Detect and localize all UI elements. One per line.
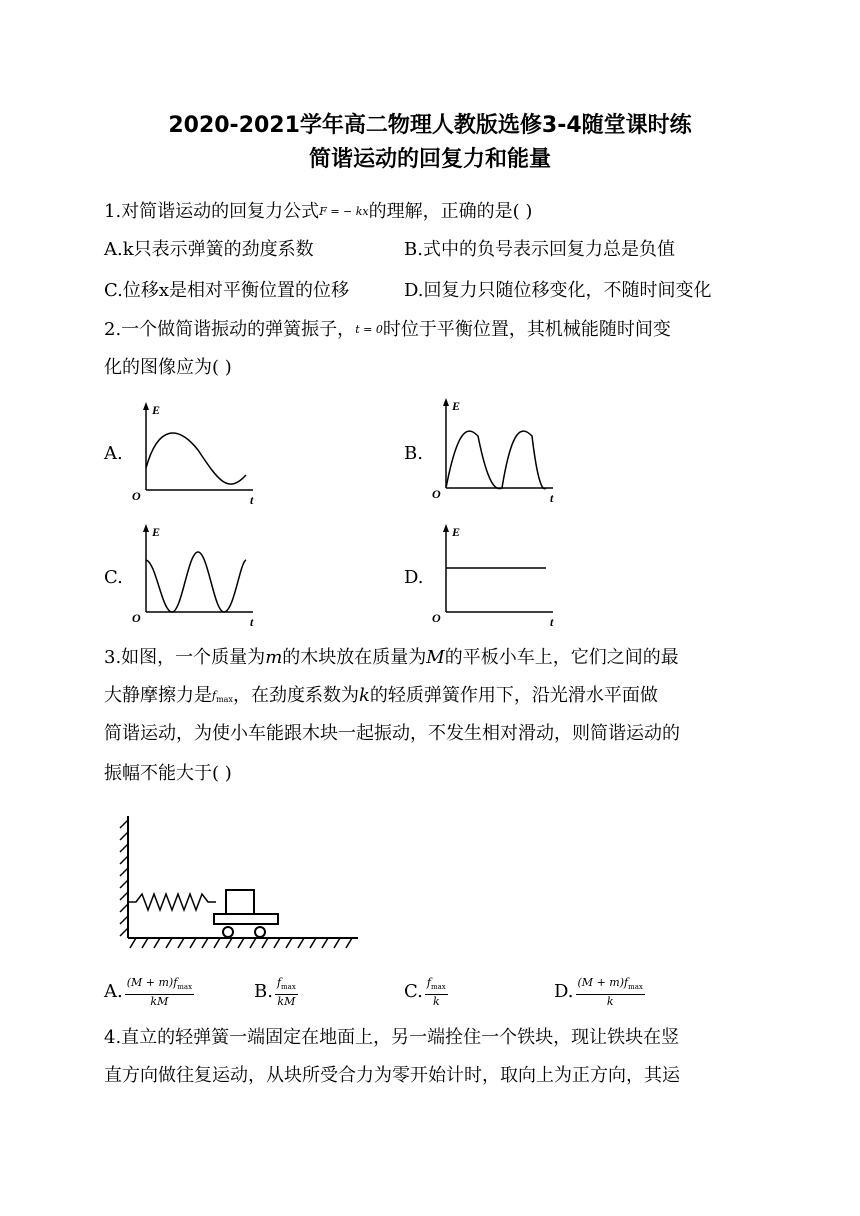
q3-stem2-pre: 大静摩擦力是 bbox=[104, 685, 212, 706]
q2-t0: t = 0 bbox=[355, 323, 383, 336]
graph-a-e-label: E bbox=[152, 403, 161, 417]
q3-stem-line1 bbox=[104, 646, 679, 670]
q1-stem-pre: 1.对简谐运动的回复力公式 bbox=[104, 201, 320, 222]
q1-stem-post: 的理解，正确的是( ) bbox=[368, 201, 533, 222]
q3-option-b: B. $\frac{f_{max}}{kM}$ bbox=[254, 976, 296, 1009]
graph-a-origin: O bbox=[132, 489, 141, 503]
graph-c-origin: O bbox=[132, 611, 141, 625]
q3-stem-line2 bbox=[104, 684, 658, 712]
q2-stem-line2: 化的图像应为( ) bbox=[104, 357, 232, 378]
q2-stem-post: 时位于平衡位置，其机械能随时间变 bbox=[382, 319, 671, 340]
q3-stem-line3: 简谐运动，为使小车能跟木块一起振动，不发生相对滑动，则简谐运动的 bbox=[104, 723, 680, 744]
graph-d-e-label: E bbox=[452, 525, 461, 539]
q1-option-a: A.k只表示弹簧的劲度系数 bbox=[104, 239, 314, 260]
q1-stem bbox=[104, 200, 532, 224]
q3-option-c: C. $\frac{f_{max}}{k}$ bbox=[404, 976, 446, 1009]
q2-graph-b bbox=[428, 396, 568, 506]
q1-option-b: B.式中的负号表示回复力总是负值 bbox=[404, 239, 675, 260]
graph-b-t-label: t bbox=[550, 491, 554, 505]
q3-fmax: $f_{max}$ bbox=[212, 689, 233, 705]
graph-d-t-label: t bbox=[550, 615, 554, 629]
title-line-2: 简谐运动的回复力和能量 bbox=[308, 147, 551, 172]
q2-stem-line1 bbox=[104, 318, 671, 342]
graph-c-e-label: E bbox=[152, 525, 161, 539]
q1-option-c: C.位移x是相对平衡位置的位移 bbox=[104, 280, 350, 301]
title-line-1: 2020-2021学年高二物理人教版选修3-4随堂课时练 bbox=[168, 113, 692, 138]
q2-stem-pre: 2.一个做简谐振动的弹簧振子， bbox=[104, 319, 356, 340]
q2-graph-a bbox=[128, 400, 268, 510]
graph-b-e-label: E bbox=[452, 399, 461, 413]
q1-formula: F = − kx bbox=[319, 205, 369, 218]
q3-stem-line4: 振幅不能大于( ) bbox=[104, 763, 232, 784]
graph-d-origin: O bbox=[432, 611, 441, 625]
q3-M: M bbox=[426, 647, 445, 668]
q3-option-a: A. $\frac{(M + m)f_{max}}{kM}$ bbox=[104, 976, 193, 1009]
q3-m: m bbox=[265, 647, 283, 668]
q3-option-d: D. $\frac{(M + m)f_{max}}{k}$ bbox=[554, 976, 643, 1009]
q1-option-d: D.回复力只随位移变化，不随时间变化 bbox=[404, 280, 712, 301]
q2-graph-a-label: A. bbox=[104, 443, 123, 464]
q3-k: k bbox=[358, 685, 370, 706]
graph-b-origin: O bbox=[432, 487, 441, 501]
q2-graph-c-label: C. bbox=[104, 567, 123, 588]
q4-stem-line2: 直方向做往复运动，从块所受合力为零开始计时，取向上为正方向，其运 bbox=[104, 1065, 680, 1086]
graph-a-t-label: t bbox=[250, 493, 254, 507]
q3-stem1-pre: 3.如图，一个质量为 bbox=[104, 647, 266, 668]
graph-c-t-label: t bbox=[250, 615, 254, 629]
q2-graph-b-label: B. bbox=[404, 443, 423, 464]
q4-stem-line1: 4.直立的轻弹簧一端固定在地面上，另一端拴住一个铁块，现让铁块在竖 bbox=[104, 1027, 680, 1048]
q3-stem2-mid: ，在劲度系数为 bbox=[232, 685, 359, 706]
q3-spring-cart-diagram bbox=[108, 808, 368, 958]
q3-stem1-mid: 的木块放在质量为 bbox=[282, 647, 427, 668]
q2-graph-d-label: D. bbox=[404, 567, 424, 588]
q2-graph-c bbox=[128, 522, 268, 632]
q2-graph-d bbox=[428, 522, 568, 632]
q3-stem2-post: 的轻质弹簧作用下，沿光滑水平面做 bbox=[369, 685, 658, 706]
q3-stem1-post: 的平板小车上，它们之间的最 bbox=[444, 647, 679, 668]
